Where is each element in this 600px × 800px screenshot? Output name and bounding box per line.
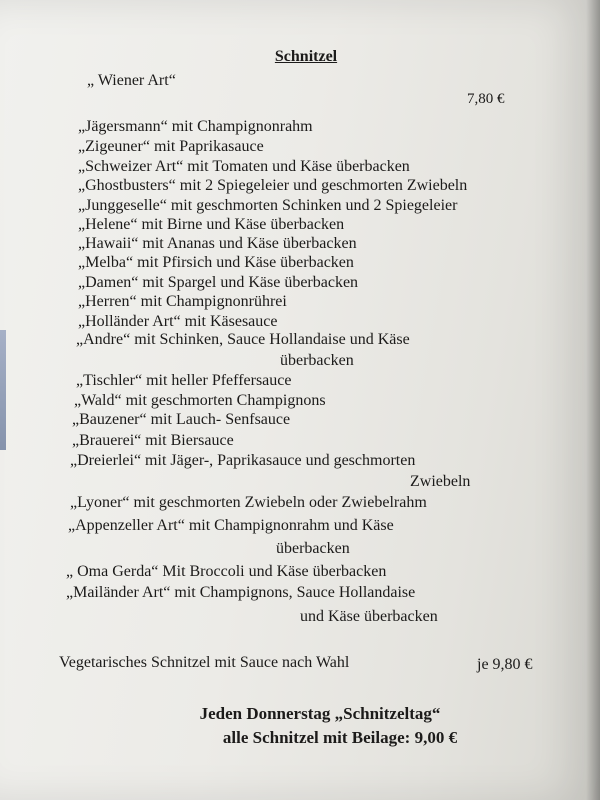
menu-item — [78, 293, 287, 311]
price-wiener-art: 7,80 € — [467, 91, 505, 107]
menu-item — [78, 235, 357, 253]
menu-item-text: „Andre“ mit Schinken, Sauce Hollandaise und Käse — [76, 331, 410, 348]
menu-item — [66, 584, 415, 602]
menu-item — [78, 254, 354, 272]
menu-item — [78, 274, 358, 292]
menu-item — [74, 392, 326, 410]
menu-item-text: „Zigeuner“ mit Paprikasauce — [78, 138, 264, 155]
menu-item-text: „Damen“ mit Spargel und Käse überbacken — [78, 274, 359, 291]
menu-item-text: „Lyoner“ mit geschmorten Zwiebeln oder Zwiebelrahm — [70, 494, 427, 511]
menu-item — [76, 372, 291, 390]
menu-item — [78, 216, 344, 234]
menu-item-text: „Wald“ mit geschmorten Champignons — [74, 392, 326, 409]
menu-item-text: „Herren“ mit Champignonrührei — [78, 293, 287, 310]
menu-item — [72, 432, 234, 450]
menu-item-text: „Appenzeller Art“ mit Champignonrahm und Käse — [68, 517, 394, 534]
menu-item-text: „ Oma Gerda“ Mit Broccoli und Käse überbacken — [66, 563, 387, 580]
menu-item — [68, 517, 394, 535]
menu-item-text: „Bauzener“ mit Lauch- Senfsauce — [72, 411, 291, 428]
menu-item-text: „Schweizer Art“ mit Tomaten und Käse überbacken — [78, 158, 410, 175]
menu-item-text: „Holländer Art“ mit Käsesauce — [78, 313, 278, 330]
menu-item — [78, 197, 457, 215]
menu-item-text: „Junggeselle“ mit geschmorten Schinken und 2 Spiegeleier — [78, 197, 458, 214]
menu-item — [72, 411, 290, 429]
menu-item — [70, 452, 415, 470]
menu-item-text: „Hawaii“ mit Ananas und Käse überbacken — [78, 235, 357, 252]
footer-line-2: alle Schnitzel mit Beilage: 9,00 € — [222, 728, 458, 747]
page-edge-shadow — [586, 0, 600, 800]
menu-item — [78, 138, 264, 156]
menu-title: Schnitzel — [274, 48, 338, 65]
menu-item-text: „Jägersmann“ mit Champignonrahm — [78, 118, 313, 135]
menu-item-continuation: überbacken — [276, 540, 350, 557]
menu-item-text: „Helene“ mit Birne und Käse überbacken — [78, 216, 345, 233]
menu-item — [66, 563, 386, 581]
menu-item-text: „Brauerei“ mit Biersauce — [72, 432, 234, 449]
vegetarian-item: Vegetarisches Schnitzel mit Sauce nach Wahl — [59, 654, 350, 671]
vegetarian-price: je 9,80 € — [477, 656, 533, 673]
menu-item-text: „Ghostbusters“ mit 2 Spiegeleier und geschmorten Zwiebeln — [78, 177, 468, 194]
background-stripe — [0, 330, 6, 450]
menu-item — [78, 118, 313, 136]
menu-item-text: „Melba“ mit Pfirsich und Käse überbacken — [78, 254, 354, 271]
menu-item — [78, 313, 277, 331]
footer-line-1: Jeden Donnerstag „Schnitzeltag“ — [199, 704, 441, 723]
menu-item-text: „Tischler“ mit heller Pfeffersauce — [76, 372, 292, 389]
menu-item — [78, 158, 410, 176]
menu-item-continuation: Zwiebeln — [410, 473, 471, 490]
menu-item-text: „Dreierlei“ mit Jäger-, Paprikasauce und geschmorten — [70, 452, 416, 469]
menu-item-continuation: überbacken — [280, 352, 354, 369]
menu-item — [70, 494, 427, 512]
item-wiener-art: „ Wiener Art“ — [87, 72, 176, 89]
menu-item-continuation: und Käse überbacken — [300, 608, 438, 625]
menu-item — [78, 177, 467, 195]
menu-item-text: „Mailänder Art“ mit Champignons, Sauce Hollandaise — [66, 584, 416, 601]
menu-item — [76, 331, 410, 349]
